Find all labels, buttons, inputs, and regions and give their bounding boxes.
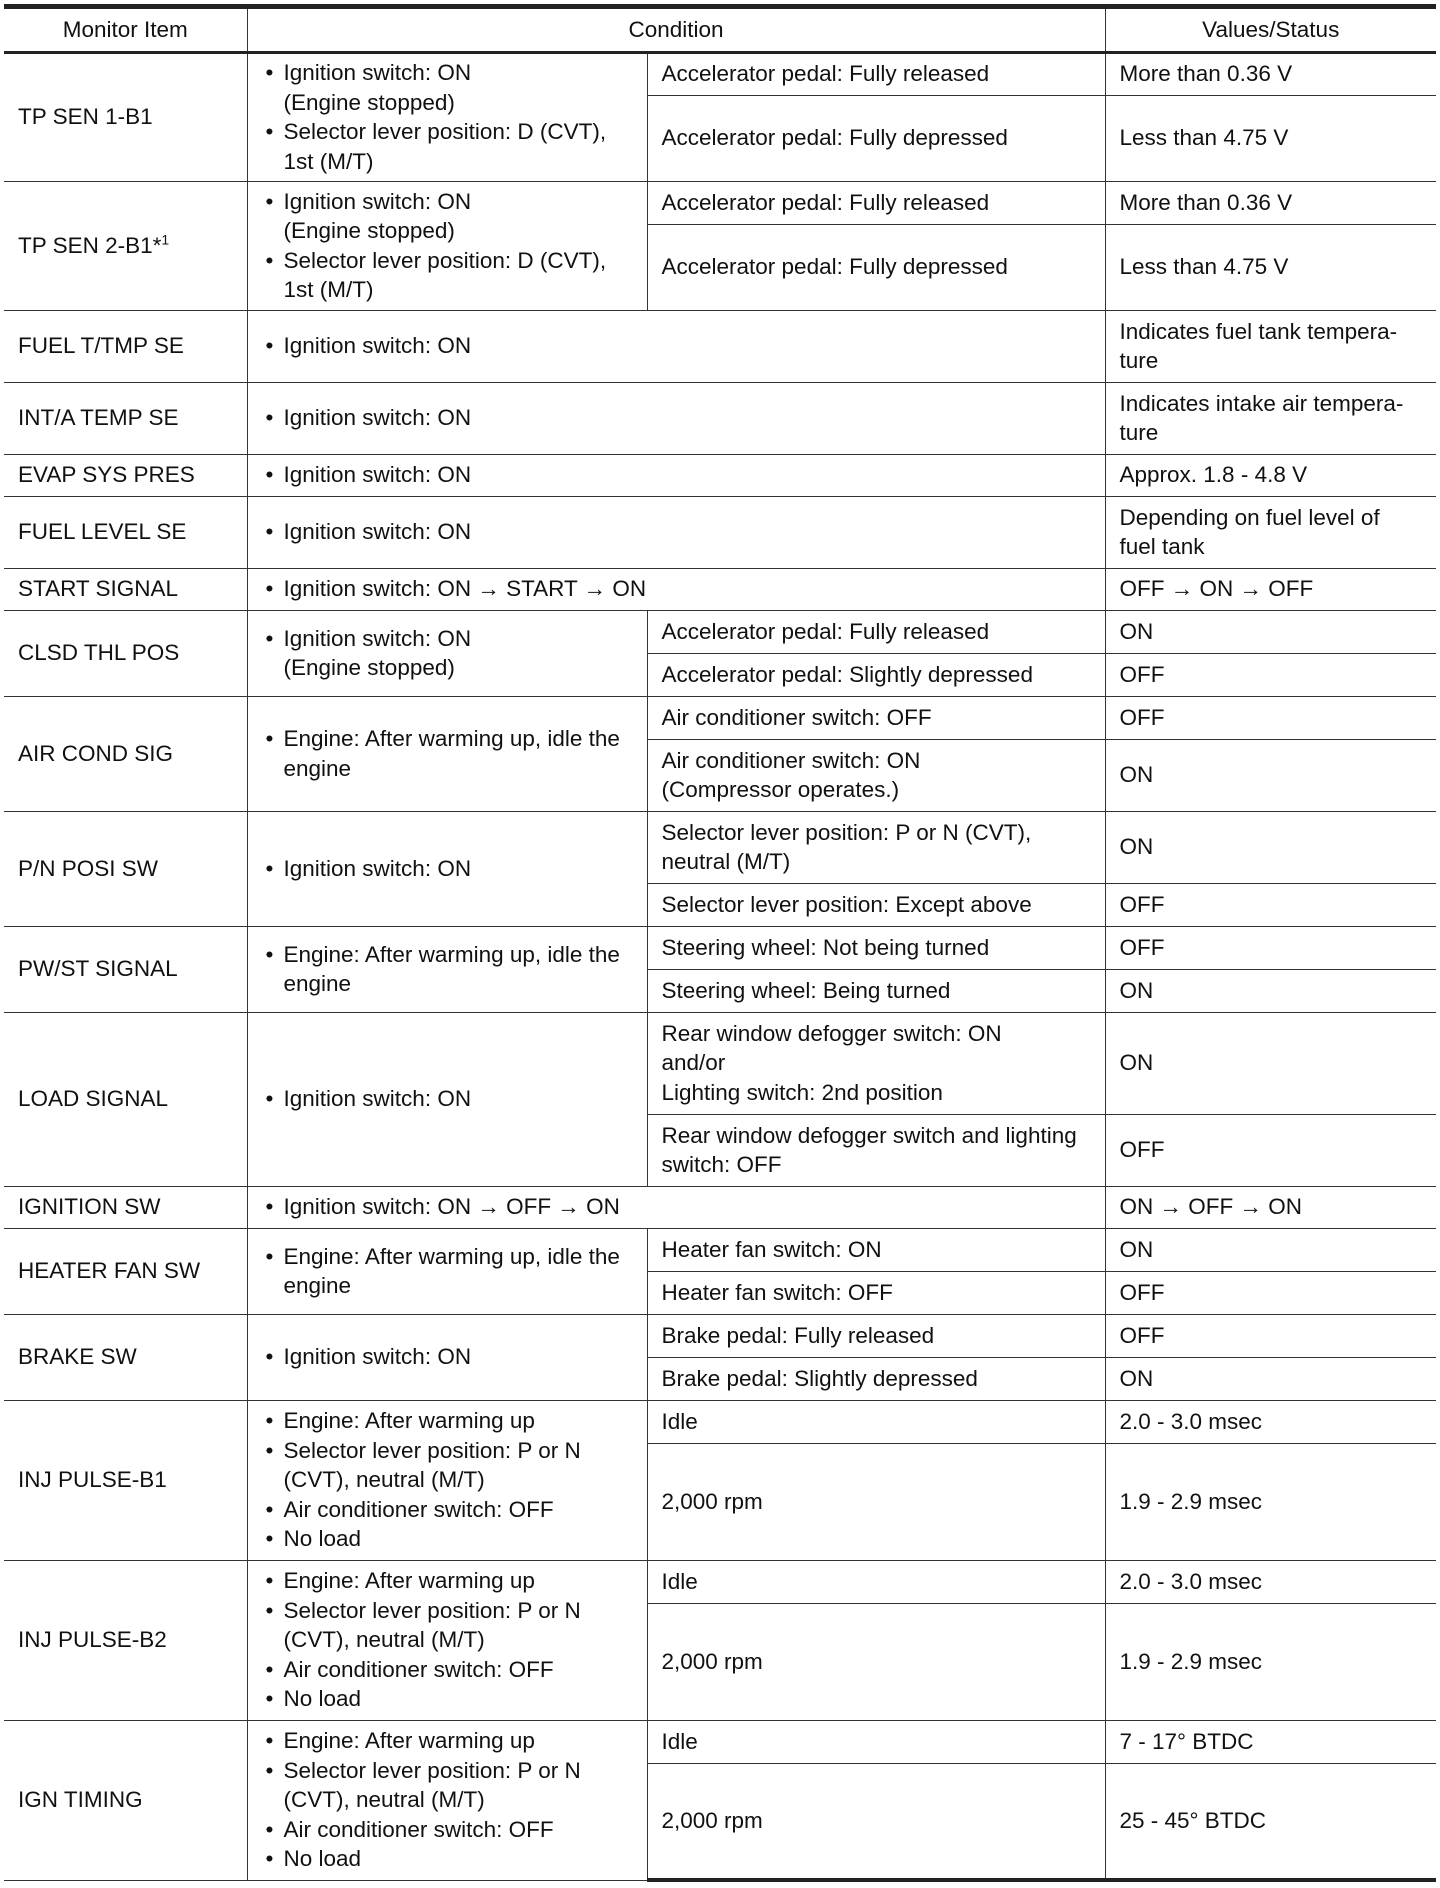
sub-condition: Steering wheel: Being turned [647, 969, 1105, 1012]
sub-condition [647, 1114, 1105, 1186]
sub-condition-line: Rear window defogger switch: ON [661, 1020, 1002, 1046]
sub-condition: Idle [647, 1400, 1105, 1443]
monitor-item: AIR COND SIG [4, 696, 247, 811]
table-row [4, 1314, 1436, 1357]
condition-cell [247, 1720, 647, 1880]
table-row [4, 454, 1436, 496]
condition-text: engine [283, 971, 352, 996]
condition-cell [247, 1314, 647, 1400]
condition-text: engine [283, 755, 352, 781]
monitor-item: LOAD SIGNAL [4, 1012, 247, 1186]
monitor-item: CLSD THL POS [4, 610, 247, 696]
footnote-marker: 1 [161, 231, 170, 248]
condition-text: • Ignition switch: ON [262, 331, 1091, 361]
sub-condition-line: (Compressor operates.) [661, 777, 900, 802]
sub-condition-line: Selector lever position: P or N (CVT), [661, 819, 1032, 845]
value-line: ture [1119, 420, 1159, 445]
sub-condition: Idle [647, 1720, 1105, 1763]
value-status: 1.9 - 2.9 msec [1105, 1443, 1436, 1560]
monitor-item: BRAKE SW [4, 1314, 247, 1400]
table-row [4, 1720, 1436, 1763]
value-status: 25 - 45° BTDC [1105, 1763, 1436, 1880]
sub-condition-line: switch: OFF [661, 1152, 782, 1177]
condition-text: • Ignition switch: ON [262, 1342, 633, 1372]
header-condition: Condition [247, 7, 1105, 53]
condition-text: 1st (M/T) [283, 277, 374, 302]
condition-text: Selector lever position: P or N [283, 1757, 581, 1783]
condition-text: • Engine: After warming up [262, 1566, 633, 1596]
sub-condition: Air conditioner switch: OFF [647, 696, 1105, 739]
condition-text: engine [283, 1273, 352, 1298]
condition-text: • Ignition switch: ON → OFF → ON [262, 1192, 1091, 1222]
sub-condition: Accelerator pedal: Fully released [647, 52, 1105, 95]
value-status: OFF [1105, 1114, 1436, 1186]
sub-condition: Heater fan switch: ON [647, 1228, 1105, 1271]
table-row [4, 1560, 1436, 1603]
condition-text: Ignition switch: ON [283, 188, 472, 214]
monitor-item: INJ PULSE-B2 [4, 1560, 247, 1720]
value-line: ture [1119, 348, 1159, 373]
sub-condition: 2,000 rpm [647, 1603, 1105, 1720]
condition-text: • Ignition switch: ON [262, 854, 633, 884]
table-row [4, 1228, 1436, 1271]
condition-text: (CVT), neutral (M/T) [283, 1467, 485, 1493]
value-line: Indicates fuel tank tempera- [1119, 318, 1398, 344]
monitor-item: IGN TIMING [4, 1720, 247, 1880]
table-row [4, 568, 1436, 610]
sub-condition-line: Lighting switch: 2nd position [661, 1079, 943, 1105]
condition-cell [247, 1186, 1105, 1228]
condition-text: • Engine: After warming up [262, 1406, 633, 1436]
value-status: 1.9 - 2.9 msec [1105, 1603, 1436, 1720]
value-status: Less than 4.75 V [1105, 224, 1436, 310]
value-status: OFF [1105, 883, 1436, 926]
condition-text: • Ignition switch: ON [262, 517, 1091, 547]
header-values-status: Values/Status [1105, 7, 1436, 53]
condition-cell [247, 52, 647, 181]
monitor-item: IGNITION SW [4, 1186, 247, 1228]
value-status: More than 0.36 V [1105, 181, 1436, 224]
value-line: Indicates intake air tempera- [1119, 390, 1404, 416]
condition-text: Engine: After warming up, idle the [283, 941, 620, 967]
table-row [4, 1400, 1436, 1443]
condition-cell [247, 1560, 647, 1720]
monitor-item: INJ PULSE-B1 [4, 1400, 247, 1560]
monitor-item: HEATER FAN SW [4, 1228, 247, 1314]
condition-text: 1st (M/T) [283, 148, 374, 174]
value-status: ON [1105, 739, 1436, 811]
table-row [4, 382, 1436, 454]
value-status: ON [1105, 1357, 1436, 1400]
condition-cell [247, 926, 647, 1012]
condition-text: • Engine: After warming up [262, 1726, 633, 1756]
sub-condition: Steering wheel: Not being turned [647, 926, 1105, 969]
condition-text: • Air conditioner switch: OFF [262, 1495, 633, 1525]
table-row [4, 811, 1436, 883]
monitor-item: P/N POSI SW [4, 811, 247, 926]
sub-condition: Brake pedal: Slightly depressed [647, 1357, 1105, 1400]
value-status: 2.0 - 3.0 msec [1105, 1400, 1436, 1443]
value-status: OFF [1105, 696, 1436, 739]
condition-text: Selector lever position: P or N [283, 1597, 581, 1623]
condition-text: • Ignition switch: ON [262, 1084, 633, 1114]
monitor-item: EVAP SYS PRES [4, 454, 247, 496]
table-row [4, 310, 1436, 382]
value-status: ON [1105, 811, 1436, 883]
sub-condition [647, 739, 1105, 811]
sub-condition: 2,000 rpm [647, 1763, 1105, 1880]
value-status: OFF [1105, 1271, 1436, 1314]
condition-text: • No load [262, 1844, 633, 1874]
table-row [4, 1186, 1436, 1228]
condition-cell [247, 1012, 647, 1186]
condition-text: • Ignition switch: ON [262, 403, 1091, 433]
sub-condition: Accelerator pedal: Fully released [647, 181, 1105, 224]
condition-cell [247, 1228, 647, 1314]
monitor-item [4, 181, 247, 310]
value-status [1105, 310, 1436, 382]
condition-cell [247, 382, 1105, 454]
condition-text: • Ignition switch: ON → START → ON [262, 574, 1091, 604]
sub-condition [647, 1012, 1105, 1114]
sub-condition: 2,000 rpm [647, 1443, 1105, 1560]
condition-cell [247, 310, 1105, 382]
monitor-item-table [4, 4, 1436, 1882]
sub-condition: Accelerator pedal: Fully depressed [647, 224, 1105, 310]
table-row [4, 1012, 1436, 1114]
table-row [4, 181, 1436, 224]
sub-condition: Heater fan switch: OFF [647, 1271, 1105, 1314]
header-monitor-item: Monitor Item [4, 7, 247, 53]
sub-condition [647, 811, 1105, 883]
condition-text: Engine: After warming up, idle the [283, 1243, 620, 1269]
condition-text: Selector lever position: D (CVT), [283, 247, 607, 273]
condition-text: Selector lever position: P or N [283, 1437, 581, 1463]
sub-condition-line: neutral (M/T) [661, 849, 791, 874]
value-status: 2.0 - 3.0 msec [1105, 1560, 1436, 1603]
sub-condition: Accelerator pedal: Fully released [647, 610, 1105, 653]
value-status: 7 - 17° BTDC [1105, 1720, 1436, 1763]
condition-text: • Air conditioner switch: OFF [262, 1815, 633, 1845]
value-status [1105, 382, 1436, 454]
monitor-item-label: TP SEN 2-B1* [18, 232, 162, 258]
value-status [1105, 496, 1436, 568]
value-status: ON [1105, 1012, 1436, 1114]
condition-text: • Air conditioner switch: OFF [262, 1655, 633, 1685]
value-line: Depending on fuel level of [1119, 504, 1380, 530]
monitor-item: TP SEN 1-B1 [4, 52, 247, 181]
monitor-item: START SIGNAL [4, 568, 247, 610]
table-row [4, 696, 1436, 739]
condition-text: Ignition switch: ON [283, 60, 472, 85]
condition-text: Selector lever position: D (CVT), [283, 119, 607, 144]
table-row [4, 610, 1436, 653]
sub-condition: Idle [647, 1560, 1105, 1603]
table-row [4, 496, 1436, 568]
condition-text: • No load [262, 1684, 633, 1714]
sub-condition-line: Air conditioner switch: ON [661, 747, 921, 773]
sub-condition-line: Rear window defogger switch and lighting [661, 1122, 1077, 1148]
condition-cell [247, 454, 1105, 496]
value-status: ON [1105, 1228, 1436, 1271]
monitor-item: FUEL LEVEL SE [4, 496, 247, 568]
value-status: OFF [1105, 653, 1436, 696]
condition-text: Ignition switch: ON [283, 625, 472, 651]
condition-text: (Engine stopped) [283, 218, 455, 243]
condition-text: Engine: After warming up, idle the [283, 726, 620, 751]
sub-condition: Brake pedal: Fully released [647, 1314, 1105, 1357]
condition-cell [247, 696, 647, 811]
condition-cell [247, 496, 1105, 568]
table-header-row [4, 7, 1436, 53]
condition-text: (CVT), neutral (M/T) [283, 1627, 485, 1653]
condition-cell [247, 1400, 647, 1560]
value-status: Less than 4.75 V [1105, 95, 1436, 181]
value-status: ON [1105, 610, 1436, 653]
condition-text: • Ignition switch: ON [262, 460, 1091, 490]
value-status: OFF → ON → OFF [1105, 568, 1436, 610]
sub-condition: Accelerator pedal: Slightly depressed [647, 653, 1105, 696]
sub-condition: Selector lever position: Except above [647, 883, 1105, 926]
value-status: OFF [1105, 926, 1436, 969]
condition-text: (Engine stopped) [283, 655, 455, 680]
value-status: Approx. 1.8 - 4.8 V [1105, 454, 1436, 496]
value-status: OFF [1105, 1314, 1436, 1357]
value-status: ON → OFF → ON [1105, 1186, 1436, 1228]
monitor-item: INT/A TEMP SE [4, 382, 247, 454]
condition-cell [247, 811, 647, 926]
monitor-item: FUEL T/TMP SE [4, 310, 247, 382]
value-status: More than 0.36 V [1105, 52, 1436, 95]
table-row [4, 926, 1436, 969]
condition-text: • No load [262, 1524, 633, 1554]
value-status: ON [1105, 969, 1436, 1012]
condition-cell [247, 181, 647, 310]
table-row [4, 52, 1436, 95]
condition-cell [247, 568, 1105, 610]
condition-text: (Engine stopped) [283, 89, 455, 115]
value-line: fuel tank [1119, 534, 1205, 559]
sub-condition-line: and/or [661, 1050, 726, 1076]
sub-condition: Accelerator pedal: Fully depressed [647, 95, 1105, 181]
condition-text: (CVT), neutral (M/T) [283, 1787, 485, 1813]
monitor-item: PW/ST SIGNAL [4, 926, 247, 1012]
condition-cell [247, 610, 647, 696]
